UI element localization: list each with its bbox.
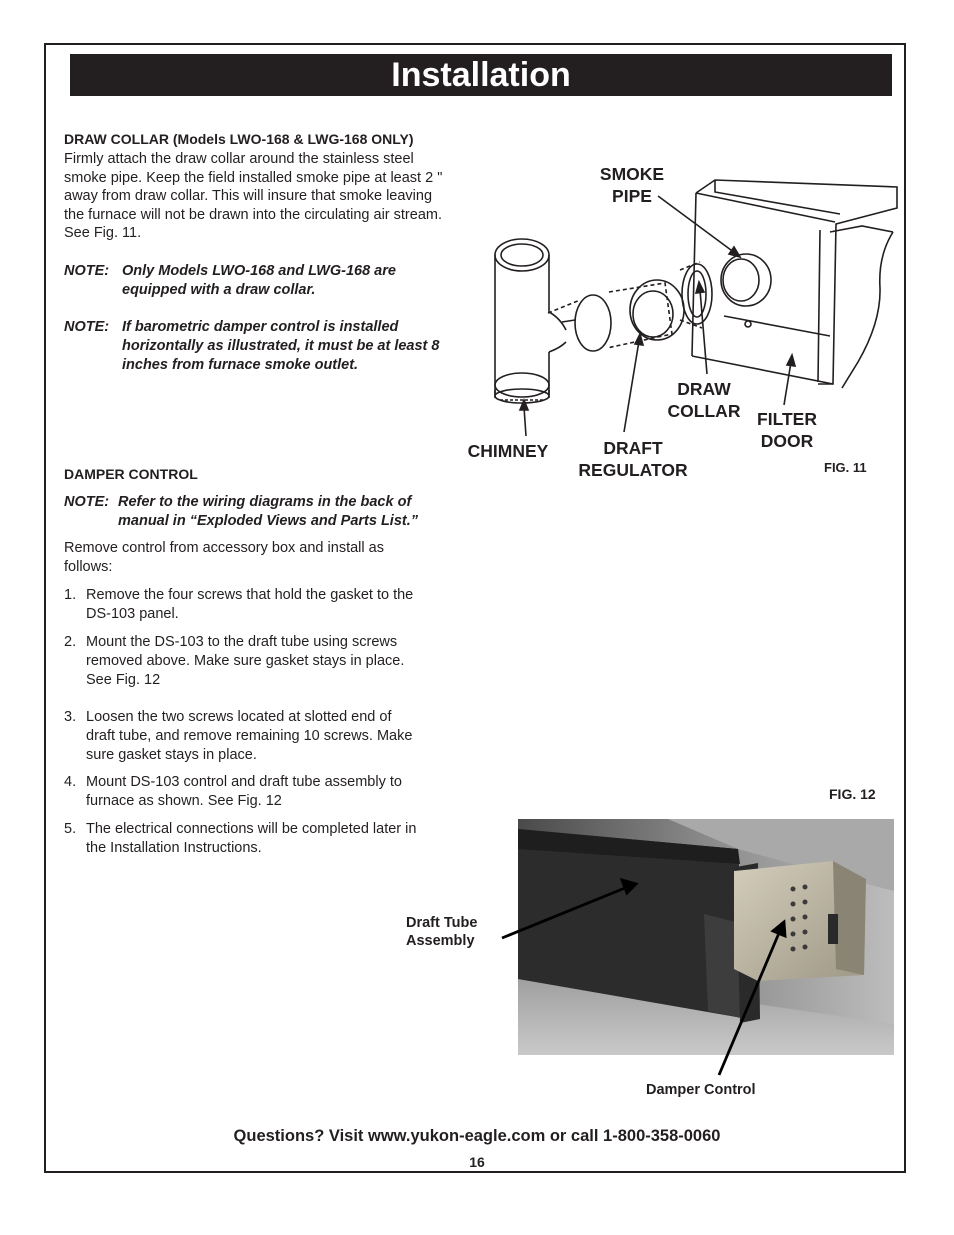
draw-collar-heading: DRAW COLLAR (Models LWO-168 & LWG-168 ONLY) (64, 131, 414, 147)
note-line: Refer to the wiring diagrams in the back of (118, 494, 412, 510)
step-number: 2. (64, 634, 77, 650)
label-line: PIPE (612, 186, 652, 206)
note-label: NOTE: (64, 319, 110, 335)
step-line: DS-103 panel. (86, 606, 179, 622)
note-line: If barometric damper control is installed (122, 319, 399, 335)
step-line: The electrical connections will be completed later in (86, 821, 417, 837)
page-number: 16 (469, 1154, 485, 1170)
step-line: Remove the four screws that hold the gasket to the (86, 587, 414, 603)
step-number: 1. (64, 587, 77, 603)
step-line: Mount the DS-103 to the draft tube using screws (86, 634, 398, 650)
step-number: 3. (64, 709, 77, 725)
label-line: DOOR (760, 431, 814, 451)
label-line: DRAFT (603, 438, 663, 458)
note-line: Only Models LWO-168 and LWG-168 are (122, 263, 396, 279)
damper-control-heading: DAMPER CONTROL (64, 466, 198, 482)
label-line: FILTER (757, 409, 817, 429)
page-title: Installation (391, 56, 571, 94)
footer-contact: Questions? Visit www.yukon-eagle.com or call 1-800-358-0060 (233, 1127, 721, 1145)
fig11-caption: FIG. 11 (824, 460, 867, 475)
note-line: manual in “Exploded Views and Parts List.” (118, 513, 419, 529)
paragraph-line: the furnace will not be drawn into the circulating air stream. (64, 207, 442, 223)
step-line: removed above. Make sure gasket stays in place. (86, 653, 405, 669)
step-number: 5. (64, 821, 77, 837)
fig12-caption: FIG. 12 (829, 786, 876, 802)
paragraph-line: Firmly attach the draw collar around the stainless steel (64, 151, 414, 167)
note-line: inches from furnace smoke outlet. (122, 357, 359, 373)
note-label: NOTE: (64, 263, 110, 279)
label-damper-control: Damper Control (646, 1082, 756, 1098)
step-line: Mount DS-103 control and draft tube assembly to (86, 774, 402, 790)
step-line: Loosen the two screws located at slotted end of (86, 709, 392, 725)
paragraph-line: See Fig. 11. (64, 225, 142, 241)
label-line: Draft Tube (406, 915, 478, 931)
damper-intro-line: follows: (64, 559, 113, 575)
step-number: 4. (64, 774, 77, 790)
damper-intro-line: Remove control from accessory box and install as (64, 540, 384, 556)
label-line: REGULATOR (578, 460, 688, 480)
note-label: NOTE: (64, 494, 110, 510)
step-line: sure gasket stays in place. (86, 747, 257, 763)
step-line: the Installation Instructions. (86, 840, 262, 856)
step-line: furnace as shown. See Fig. 12 (86, 793, 282, 809)
step-line: See Fig. 12 (86, 672, 161, 688)
label-line: SMOKE (599, 164, 665, 184)
step-line: draft tube, and remove remaining 10 screws. Make (86, 728, 413, 744)
paragraph-line: away from draw collar. This will insure that smoke leaving (64, 188, 433, 204)
note-line: equipped with a draw collar. (122, 282, 316, 298)
label-line: Assembly (406, 933, 475, 949)
label-draft-tube-assembly (406, 914, 477, 950)
label-chimney: CHIMNEY (467, 441, 549, 461)
paragraph-line: smoke pipe. Keep the field installed smoke pipe at least 2 " (64, 170, 443, 186)
note-line: horizontally as illustrated, it must be at least 8 (122, 338, 440, 354)
label-line: COLLAR (667, 401, 741, 421)
label-line: DRAW (677, 379, 731, 399)
